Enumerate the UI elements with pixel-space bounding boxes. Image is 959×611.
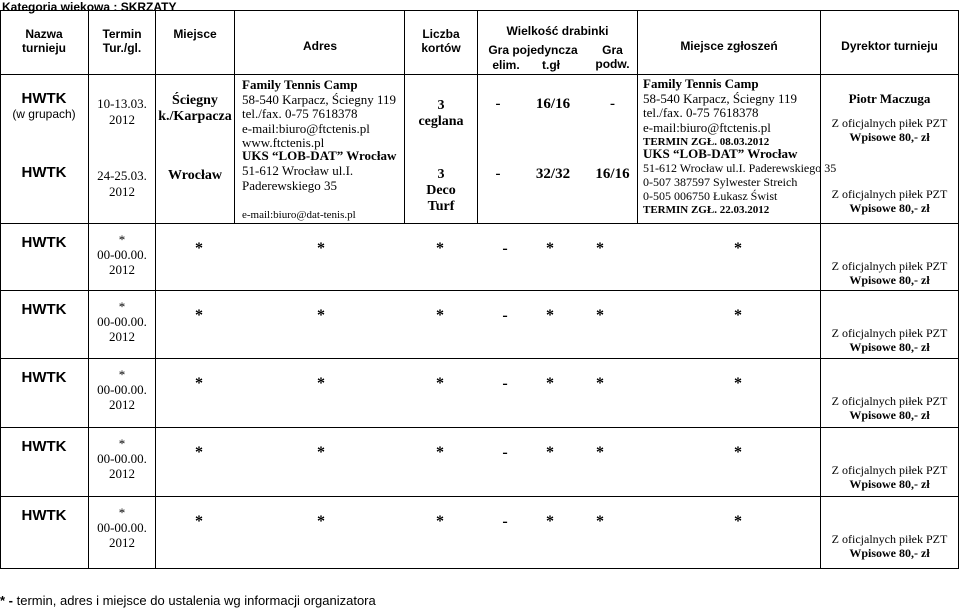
row3-mark: *	[436, 240, 444, 257]
header-termin: Termin Tur./gl.	[102, 27, 142, 55]
row7-mark: *	[596, 513, 604, 530]
row1-adres: Family Tennis Camp 58-540 Karpacz, Ściegny 119 tel./fax. 0-75 7618378 e-mail:biuro@ftctenis.pl www.ftctenis.pl	[242, 77, 397, 150]
footnote	[0, 593, 376, 608]
rule	[0, 496, 959, 497]
header-miejsce: Miejsce	[173, 27, 217, 41]
row3-mark: *	[546, 240, 554, 257]
header-elim: elim.	[492, 58, 520, 72]
row6-mark: *	[596, 444, 604, 461]
row3-mark: *	[317, 240, 325, 257]
row2-termin: 24-25.03. 2012	[97, 168, 147, 199]
termin-termin: 00-00.00.	[97, 247, 147, 262]
row6-uwagi	[821, 463, 958, 491]
row2-adres: UKS “LOB-DAT” Wrocław 51-612 Wrocław ul.I. Paderewskiego 35 e-mail:biuro@dat-tenis.pl	[242, 148, 397, 221]
row2-miejsce: Wrocław	[168, 168, 222, 183]
row2-uwagi: Z oficjalnych piłek PZT Wpisowe 80,- zł	[831, 187, 948, 215]
row7-mark: *	[436, 513, 444, 530]
rule	[0, 74, 959, 75]
rule	[0, 568, 959, 569]
uwaga-wpisowe: Wpisowe 80,- zł	[849, 546, 930, 560]
row3-nazwa: HWTK	[21, 234, 67, 251]
row5-mark: *	[436, 375, 444, 392]
row6-mark: *	[317, 444, 325, 461]
row6-mark: -	[502, 444, 508, 461]
termin-star: *	[118, 505, 126, 520]
row7-nazwa: HWTK	[21, 507, 67, 524]
termin-star: *	[118, 436, 126, 451]
row4-mark: *	[317, 307, 325, 324]
rule	[0, 223, 959, 224]
row6-mark: *	[734, 444, 742, 461]
uwaga-wpisowe: Wpisowe 80,- zł	[849, 408, 930, 422]
row7-uwagi	[821, 532, 958, 560]
row5-termin	[90, 367, 154, 412]
row7-mark: *	[734, 513, 742, 530]
termin-star: *	[118, 367, 126, 382]
rule	[0, 290, 959, 291]
row7-mark: *	[317, 513, 325, 530]
header-tgl: t.gł	[542, 58, 560, 72]
termin-rok: 2012	[109, 329, 135, 344]
row1-miejsce: Ściegny k./Karpacza	[158, 93, 232, 124]
rule	[234, 10, 235, 223]
row3-mark: *	[734, 240, 742, 257]
rule	[477, 10, 478, 223]
row4-mark: *	[195, 307, 203, 324]
row2-korty: 3 Deco Turf	[426, 167, 456, 214]
uwaga-pilki: Z oficjalnych piłek PZT	[831, 326, 948, 340]
row2-zgloszenia: UKS “LOB-DAT” Wrocław 51-612 Wrocław ul.I. Paderewskiego 35 0-507 387597 Sylwester Streich 0-505 006750 Łukasz Świst TERMIN ZGŁ. 22.03.2012	[643, 146, 837, 216]
row1-zgloszenia: Family Tennis Camp 58-540 Karpacz, Ściegny 119 tel./fax. 0-75 7618378 e-mail:biuro@ftctenis.pl TERMIN ZGŁ. 08.03.2012	[643, 76, 798, 148]
row4-mark: *	[596, 307, 604, 324]
header-gra-podwojna: Gra podw.	[595, 43, 630, 71]
row5-mark: *	[317, 375, 325, 392]
header-liczba-kortow: Liczba kortów	[421, 27, 461, 55]
row5-mark: *	[546, 375, 554, 392]
row6-mark: *	[546, 444, 554, 461]
rule	[88, 10, 89, 568]
row3-mark: -	[502, 240, 508, 257]
row1-uwagi: Z oficjalnych piłek PZT Wpisowe 80,- zł	[831, 116, 948, 144]
row2-nazwa: HWTK	[21, 164, 67, 181]
row2-tgl: 32/32	[535, 166, 571, 182]
uwaga-pilki: Z oficjalnych piłek PZT	[831, 463, 948, 477]
row5-mark: *	[596, 375, 604, 392]
header-nazwa: Nazwa turnieju	[22, 27, 66, 55]
uwaga-wpisowe: Wpisowe 80,- zł	[849, 273, 930, 287]
row1-podw: -	[610, 96, 615, 112]
termin-rok: 2012	[109, 535, 135, 550]
row4-mark: *	[546, 307, 554, 324]
header-wielkosc-drabinki: Wielkość drabinki	[506, 24, 609, 38]
row6-termin	[90, 436, 154, 481]
rule	[0, 358, 959, 359]
header-adres: Adres	[302, 39, 337, 53]
termin-termin: 00-00.00.	[97, 451, 147, 466]
row2-podw: 16/16	[595, 166, 630, 182]
header-dyrektor: Dyrektor turnieju	[841, 39, 938, 53]
row7-mark: -	[502, 513, 508, 530]
row5-mark: *	[195, 375, 203, 392]
row6-nazwa: HWTK	[21, 438, 67, 455]
footnote-mark: * -	[0, 593, 13, 608]
row1-dyrektor: Piotr Maczuga	[848, 91, 931, 106]
termin-star: *	[118, 299, 126, 314]
uwaga-pilki: Z oficjalnych piłek PZT	[831, 532, 948, 546]
rule	[0, 10, 1, 568]
header-miejsce-zgloszen: Miejsce zgłoszeń	[680, 39, 778, 53]
row1-korty: 3 ceglana	[418, 98, 464, 129]
termin-rok: 2012	[109, 262, 135, 277]
row4-termin	[90, 299, 154, 344]
row7-mark: *	[195, 513, 203, 530]
row4-nazwa: HWTK	[21, 301, 67, 318]
row3-mark: *	[596, 240, 604, 257]
row7-mark: *	[546, 513, 554, 530]
row7-termin	[90, 505, 154, 550]
footnote-text: termin, adres i miejsce do ustalenia wg informacji organizatora	[16, 593, 376, 608]
row1-tgl: 16/16	[535, 96, 571, 112]
row5-uwagi	[821, 394, 958, 422]
row6-mark: *	[436, 444, 444, 461]
termin-termin: 00-00.00.	[97, 314, 147, 329]
termin-termin: 00-00.00.	[97, 382, 147, 397]
row6-mark: *	[195, 444, 203, 461]
uwaga-wpisowe: Wpisowe 80,- zł	[849, 477, 930, 491]
uwaga-wpisowe: Wpisowe 80,- zł	[849, 340, 930, 354]
row2-elim: -	[495, 166, 501, 182]
termin-termin: 00-00.00.	[97, 520, 147, 535]
termin-rok: 2012	[109, 466, 135, 481]
row1-termin: 10-13.03. 2012	[97, 96, 147, 127]
row3-mark: *	[195, 240, 203, 257]
row1-nazwa: HWTK (w grupach)	[12, 90, 76, 121]
rule	[0, 10, 959, 11]
row4-mark: *	[734, 307, 742, 324]
termin-star: *	[118, 232, 126, 247]
row3-termin	[90, 232, 154, 277]
row3-uwagi	[821, 259, 958, 287]
row4-mark: -	[502, 307, 508, 324]
header-gra-pojedyncza: Gra pojedyncza	[488, 43, 578, 57]
row4-uwagi	[821, 326, 958, 354]
row5-mark: -	[502, 375, 508, 392]
rule	[0, 427, 959, 428]
termin-rok: 2012	[109, 397, 135, 412]
row1-elim: -	[495, 96, 501, 112]
row5-nazwa: HWTK	[21, 369, 67, 386]
uwaga-pilki: Z oficjalnych piłek PZT	[831, 394, 948, 408]
row5-mark: *	[734, 375, 742, 392]
row4-mark: *	[436, 307, 444, 324]
uwaga-pilki: Z oficjalnych piłek PZT	[831, 259, 948, 273]
table-caption: Kategoria wiekowa : SKRZATY	[2, 0, 177, 14]
